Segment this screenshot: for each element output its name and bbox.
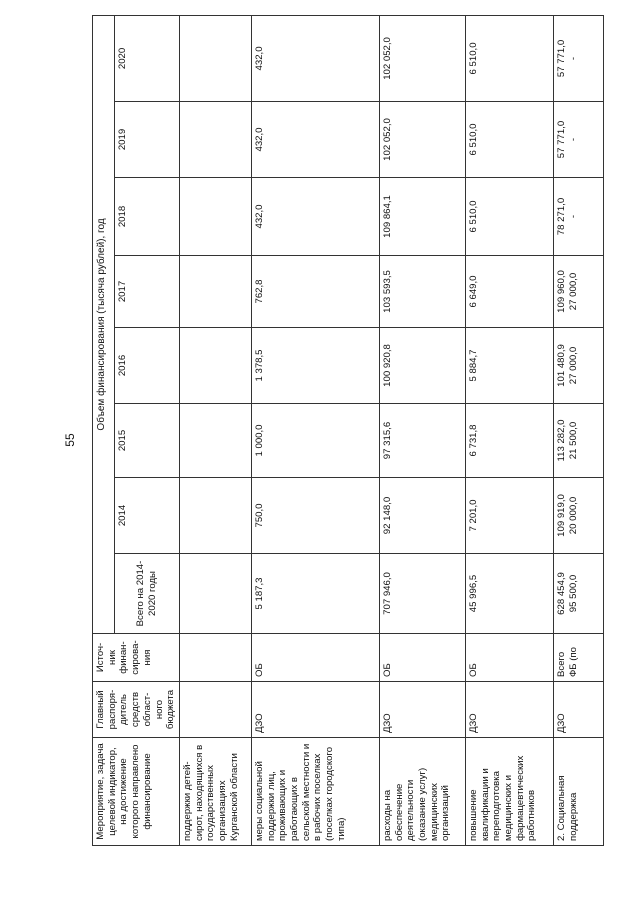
- row-value: [179, 102, 251, 178]
- row-value: 109 919,0 20 000,0: [553, 478, 603, 554]
- row-value: 57 771,0 -: [553, 15, 603, 101]
- header-source: Источ-ник финан-сирова-ния: [93, 634, 180, 682]
- header-year: 2020: [115, 15, 180, 101]
- row-value: 102 052,0: [379, 15, 465, 101]
- row-value: 109 864,1: [379, 178, 465, 256]
- row-total: 45 996,5: [465, 554, 553, 634]
- header-year: 2017: [115, 256, 180, 328]
- table-row: [179, 15, 251, 845]
- row-manager: ДЗО: [379, 682, 465, 738]
- row-total: 5 187,3: [251, 554, 379, 634]
- row-measure: поддержки детей-сирот, находящихся в государственных организациях Курганской области: [179, 738, 251, 846]
- row-value: [179, 478, 251, 554]
- row-value: [179, 15, 251, 101]
- row-manager: ДЗО: [251, 682, 379, 738]
- table-row: [251, 15, 379, 845]
- row-value: 103 593,5: [379, 256, 465, 328]
- row-value: [179, 178, 251, 256]
- row-total: 707 946,0: [379, 554, 465, 634]
- row-value: 762,8: [251, 256, 379, 328]
- row-value: [179, 328, 251, 404]
- row-source: [179, 634, 251, 682]
- row-total: 628 454,9 95 500,0: [553, 554, 603, 634]
- row-source: ОБ: [465, 634, 553, 682]
- row-manager: ДЗО: [553, 682, 603, 738]
- row-measure: повышение квалификации и переподготовка медицинских и фармацевтических работников: [465, 738, 553, 846]
- header-year: 2016: [115, 328, 180, 404]
- row-source: Всего ФБ (по: [553, 634, 603, 682]
- funding-table: [92, 15, 604, 846]
- row-measure: 2. Социальная поддержка: [553, 738, 603, 846]
- row-value: 6 731,8: [465, 404, 553, 478]
- row-value: 92 148,0: [379, 478, 465, 554]
- rotated-table-container: [92, 16, 602, 846]
- row-value: 1 000,0: [251, 404, 379, 478]
- row-value: 432,0: [251, 178, 379, 256]
- row-source: ОБ: [251, 634, 379, 682]
- row-value: [179, 404, 251, 478]
- row-value: 7 201,0: [465, 478, 553, 554]
- row-value: 100 920,8: [379, 328, 465, 404]
- row-value: 102 052,0: [379, 102, 465, 178]
- row-value: 78 271,0 -: [553, 178, 603, 256]
- row-value: 5 884,7: [465, 328, 553, 404]
- row-value: 1 378,5: [251, 328, 379, 404]
- row-value: 432,0: [251, 102, 379, 178]
- row-value: [179, 256, 251, 328]
- table-row: [553, 15, 603, 845]
- header-funding-group: Объем финансирования (тысяча рублей), год: [93, 15, 115, 633]
- row-value: 6 510,0: [465, 178, 553, 256]
- row-source: ОБ: [379, 634, 465, 682]
- row-measure: расходы на обеспечение деятельности (оказание услуг) медицинских организаций: [379, 738, 465, 846]
- table-row: [465, 15, 553, 845]
- row-value: 57 771,0 -: [553, 102, 603, 178]
- header-row-group: [93, 15, 115, 845]
- table-row: [379, 15, 465, 845]
- header-year: 2015: [115, 404, 180, 478]
- row-value: 750,0: [251, 478, 379, 554]
- row-value: 6 649,0: [465, 256, 553, 328]
- row-total: [179, 554, 251, 634]
- page-number: 55: [63, 433, 77, 447]
- row-value: 6 510,0: [465, 102, 553, 178]
- header-measure: Мероприятие, задача целевой индикатор, на достижение которого направлено финансирование: [93, 738, 180, 846]
- row-manager: ДЗО: [465, 682, 553, 738]
- row-value: 432,0: [251, 15, 379, 101]
- header-year: 2014: [115, 478, 180, 554]
- row-value: 97 315,6: [379, 404, 465, 478]
- row-value: 6 510,0: [465, 15, 553, 101]
- row-measure: меры социальной поддержки лиц, проживающих и работающих в сельской местности и в рабочих поселках (поселках городского типа): [251, 738, 379, 846]
- header-manager: Главный распоря-дитель средств област-ного бюджета: [93, 682, 180, 738]
- header-total: Всего на 2014-2020 годы: [115, 554, 180, 634]
- row-value: 109 960,0 27 000,0: [553, 256, 603, 328]
- row-value: 113 282,0 21 500,0: [553, 404, 603, 478]
- row-value: 101 480,9 27 000,0: [553, 328, 603, 404]
- row-manager: [179, 682, 251, 738]
- header-year: 2018: [115, 178, 180, 256]
- header-year: 2019: [115, 102, 180, 178]
